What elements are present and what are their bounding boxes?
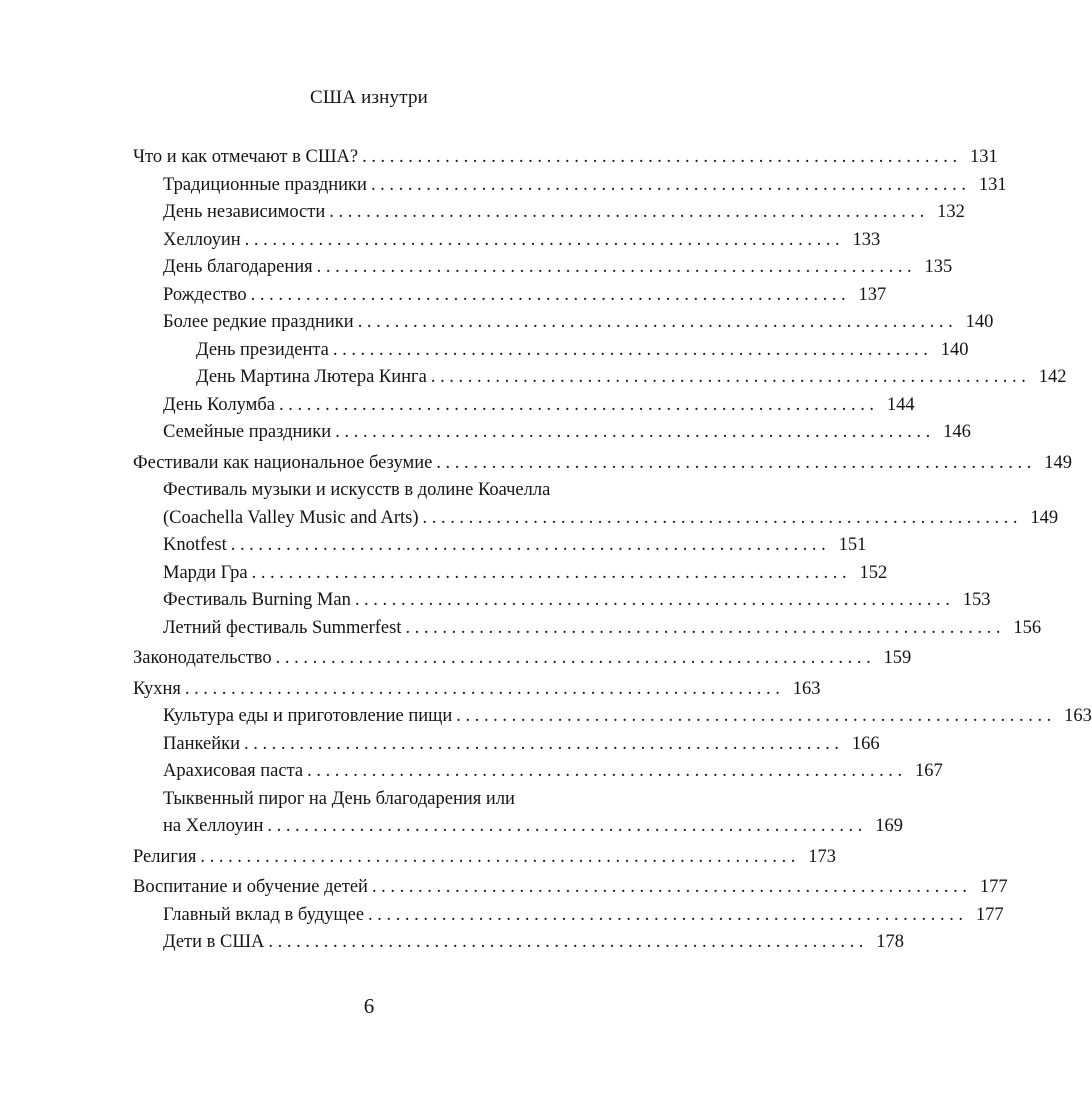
- toc-entry: [133, 144, 998, 172]
- toc-entry-page: 152: [859, 562, 888, 583]
- toc-entry-page: 133: [852, 229, 881, 250]
- toc-entry-title: Главный вклад в будущее: [163, 904, 365, 925]
- toc-entry: [133, 703, 1092, 731]
- dot-leader: .................................................................: [357, 312, 958, 332]
- toc-entry: [133, 282, 887, 310]
- dot-leader: .................................................................: [250, 284, 851, 305]
- dot-leader: .................................................................: [371, 877, 972, 897]
- toc-entry-page: 149: [1030, 507, 1059, 528]
- toc-entry: [133, 172, 1007, 200]
- toc-entry-page: 132: [937, 202, 965, 222]
- toc-entry-title: Арахисовая паста: [163, 761, 304, 781]
- toc-entry-page: 140: [965, 312, 994, 332]
- toc-entry-page: 153: [962, 590, 991, 610]
- toc-entry-page: 135: [924, 257, 953, 277]
- toc-entry-page: 142: [1038, 367, 1067, 387]
- toc-entry-title: Воспитание и обучение детей: [133, 877, 368, 897]
- toc-entry: [133, 505, 1059, 533]
- toc-entry-page: 163: [792, 678, 821, 699]
- toc-entry-title: День Колумба: [163, 394, 276, 415]
- dot-leader: .................................................................: [332, 339, 933, 360]
- dot-leader: .................................................................: [184, 678, 785, 699]
- toc-entry-title: Рождество: [163, 284, 247, 305]
- dot-leader: .................................................................: [362, 147, 962, 167]
- toc-entry: [133, 532, 867, 560]
- toc-entry-page: 169: [875, 816, 903, 836]
- dot-leader: .................................................................: [422, 507, 1023, 528]
- toc-entry-title: Фестивали как национальное безумие: [133, 452, 433, 473]
- dot-leader: .................................................................: [268, 932, 869, 952]
- dot-leader: .................................................................: [368, 904, 968, 925]
- toc-entry-page: 163: [1064, 706, 1092, 726]
- toc-entry-title: Законодательство: [133, 648, 272, 668]
- toc-entry: [133, 844, 837, 872]
- toc-entry-page: 140: [940, 339, 969, 360]
- toc-entry: [133, 392, 915, 420]
- dot-leader: .................................................................: [251, 562, 852, 583]
- toc-entry-page: 131: [978, 174, 1007, 195]
- toc-entry-page: 144: [886, 394, 915, 415]
- toc-entry-title: Семейные праздники: [163, 422, 332, 442]
- toc-entry-page: 146: [943, 422, 971, 442]
- toc-entry-page: 177: [979, 877, 1008, 897]
- toc-entry: [133, 758, 943, 786]
- toc-entry: [133, 337, 969, 365]
- dot-leader: .................................................................: [405, 617, 1006, 638]
- toc-entry-page: 178: [876, 932, 905, 952]
- toc-entry: [133, 450, 1072, 478]
- toc-entry-page: 166: [851, 733, 880, 754]
- toc-entry-title: День благодарения: [163, 257, 313, 277]
- toc-entry-title: (Coachella Valley Music and Arts): [163, 507, 419, 528]
- toc-entry-line: [133, 477, 656, 505]
- dot-leader: .................................................................: [456, 706, 1056, 726]
- toc-entry-title: Культура еды и приготовление пищи: [163, 706, 453, 726]
- toc-entry: [133, 227, 881, 255]
- table-of-contents: [133, 144, 1092, 957]
- toc-entry: [133, 199, 965, 227]
- toc-entry-page: 149: [1044, 452, 1072, 473]
- toc-entry-title: Фестиваль Burning Man: [163, 590, 351, 610]
- toc-entry-title: Панкейки: [163, 733, 240, 754]
- toc-entry-page: 159: [883, 648, 912, 668]
- toc-entry-title: Knotfest: [163, 535, 227, 555]
- toc-entry-title: День президента: [196, 339, 329, 360]
- toc-entry-line: [133, 786, 656, 814]
- dot-leader: .................................................................: [316, 257, 917, 277]
- running-head: США изнутри: [309, 87, 429, 108]
- dot-leader: .................................................................: [275, 648, 876, 668]
- toc-entry: [133, 645, 912, 673]
- toc-entry-title: Кухня: [133, 678, 181, 699]
- toc-entry-title: Дети в США: [163, 932, 265, 952]
- toc-entry-title: на Хеллоуин: [163, 816, 264, 836]
- dot-leader: .................................................................: [267, 816, 867, 836]
- toc-entry: [133, 364, 1067, 392]
- toc-entry-page: 167: [915, 761, 943, 781]
- toc-entry: [133, 254, 953, 282]
- toc-entry-title: Традиционные праздники: [163, 174, 367, 195]
- dot-leader: .................................................................: [230, 535, 831, 555]
- toc-entry-page: 173: [808, 846, 837, 867]
- toc-entry-page: 151: [838, 535, 867, 555]
- dot-leader: .................................................................: [354, 590, 955, 610]
- toc-entry-title: Что и как отмечают в США?: [133, 147, 359, 167]
- toc-entry-title: Фестиваль музыки и искусств в долине Коачелла: [163, 480, 551, 500]
- toc-entry-title: Религия: [133, 846, 197, 867]
- toc-entry: [133, 587, 991, 615]
- toc-entry: [133, 902, 1004, 930]
- toc-entry-page: 177: [975, 904, 1004, 925]
- toc-entry: [133, 615, 1042, 643]
- toc-entry: [133, 813, 903, 841]
- toc-entry-title: Марди Гра: [163, 562, 248, 583]
- toc-entry: [133, 419, 971, 447]
- dot-leader: .................................................................: [307, 761, 907, 781]
- toc-entry: [133, 874, 1008, 902]
- dot-leader: .................................................................: [244, 229, 845, 250]
- toc-entry: [133, 676, 821, 704]
- dot-leader: .................................................................: [200, 846, 801, 867]
- toc-entry-title: Хеллоуин: [163, 229, 241, 250]
- toc-entry-page: 131: [969, 147, 998, 167]
- dot-leader: .................................................................: [329, 202, 929, 222]
- dot-leader: .................................................................: [430, 367, 1031, 387]
- toc-entry: [133, 731, 880, 759]
- dot-leader: .................................................................: [436, 452, 1036, 473]
- toc-entry: [133, 560, 888, 588]
- dot-leader: .................................................................: [244, 733, 844, 754]
- dot-leader: .................................................................: [335, 422, 935, 442]
- dot-leader: .................................................................: [370, 174, 971, 195]
- page-number: 6: [363, 994, 375, 1018]
- toc-entry-page: 156: [1013, 617, 1042, 638]
- toc-entry: [133, 929, 905, 957]
- toc-entry-title: День независимости: [163, 202, 326, 222]
- toc-entry-title: День Мартина Лютера Кинга: [196, 367, 427, 387]
- dot-leader: .................................................................: [279, 394, 879, 415]
- toc-entry-title: Более редкие праздники: [163, 312, 354, 332]
- toc-entry-title: Тыквенный пирог на День благодарения или: [163, 788, 515, 809]
- toc-entry-page: 137: [858, 284, 887, 305]
- toc-entry-title: Летний фестиваль Summerfest: [163, 617, 402, 638]
- toc-entry: [133, 309, 994, 337]
